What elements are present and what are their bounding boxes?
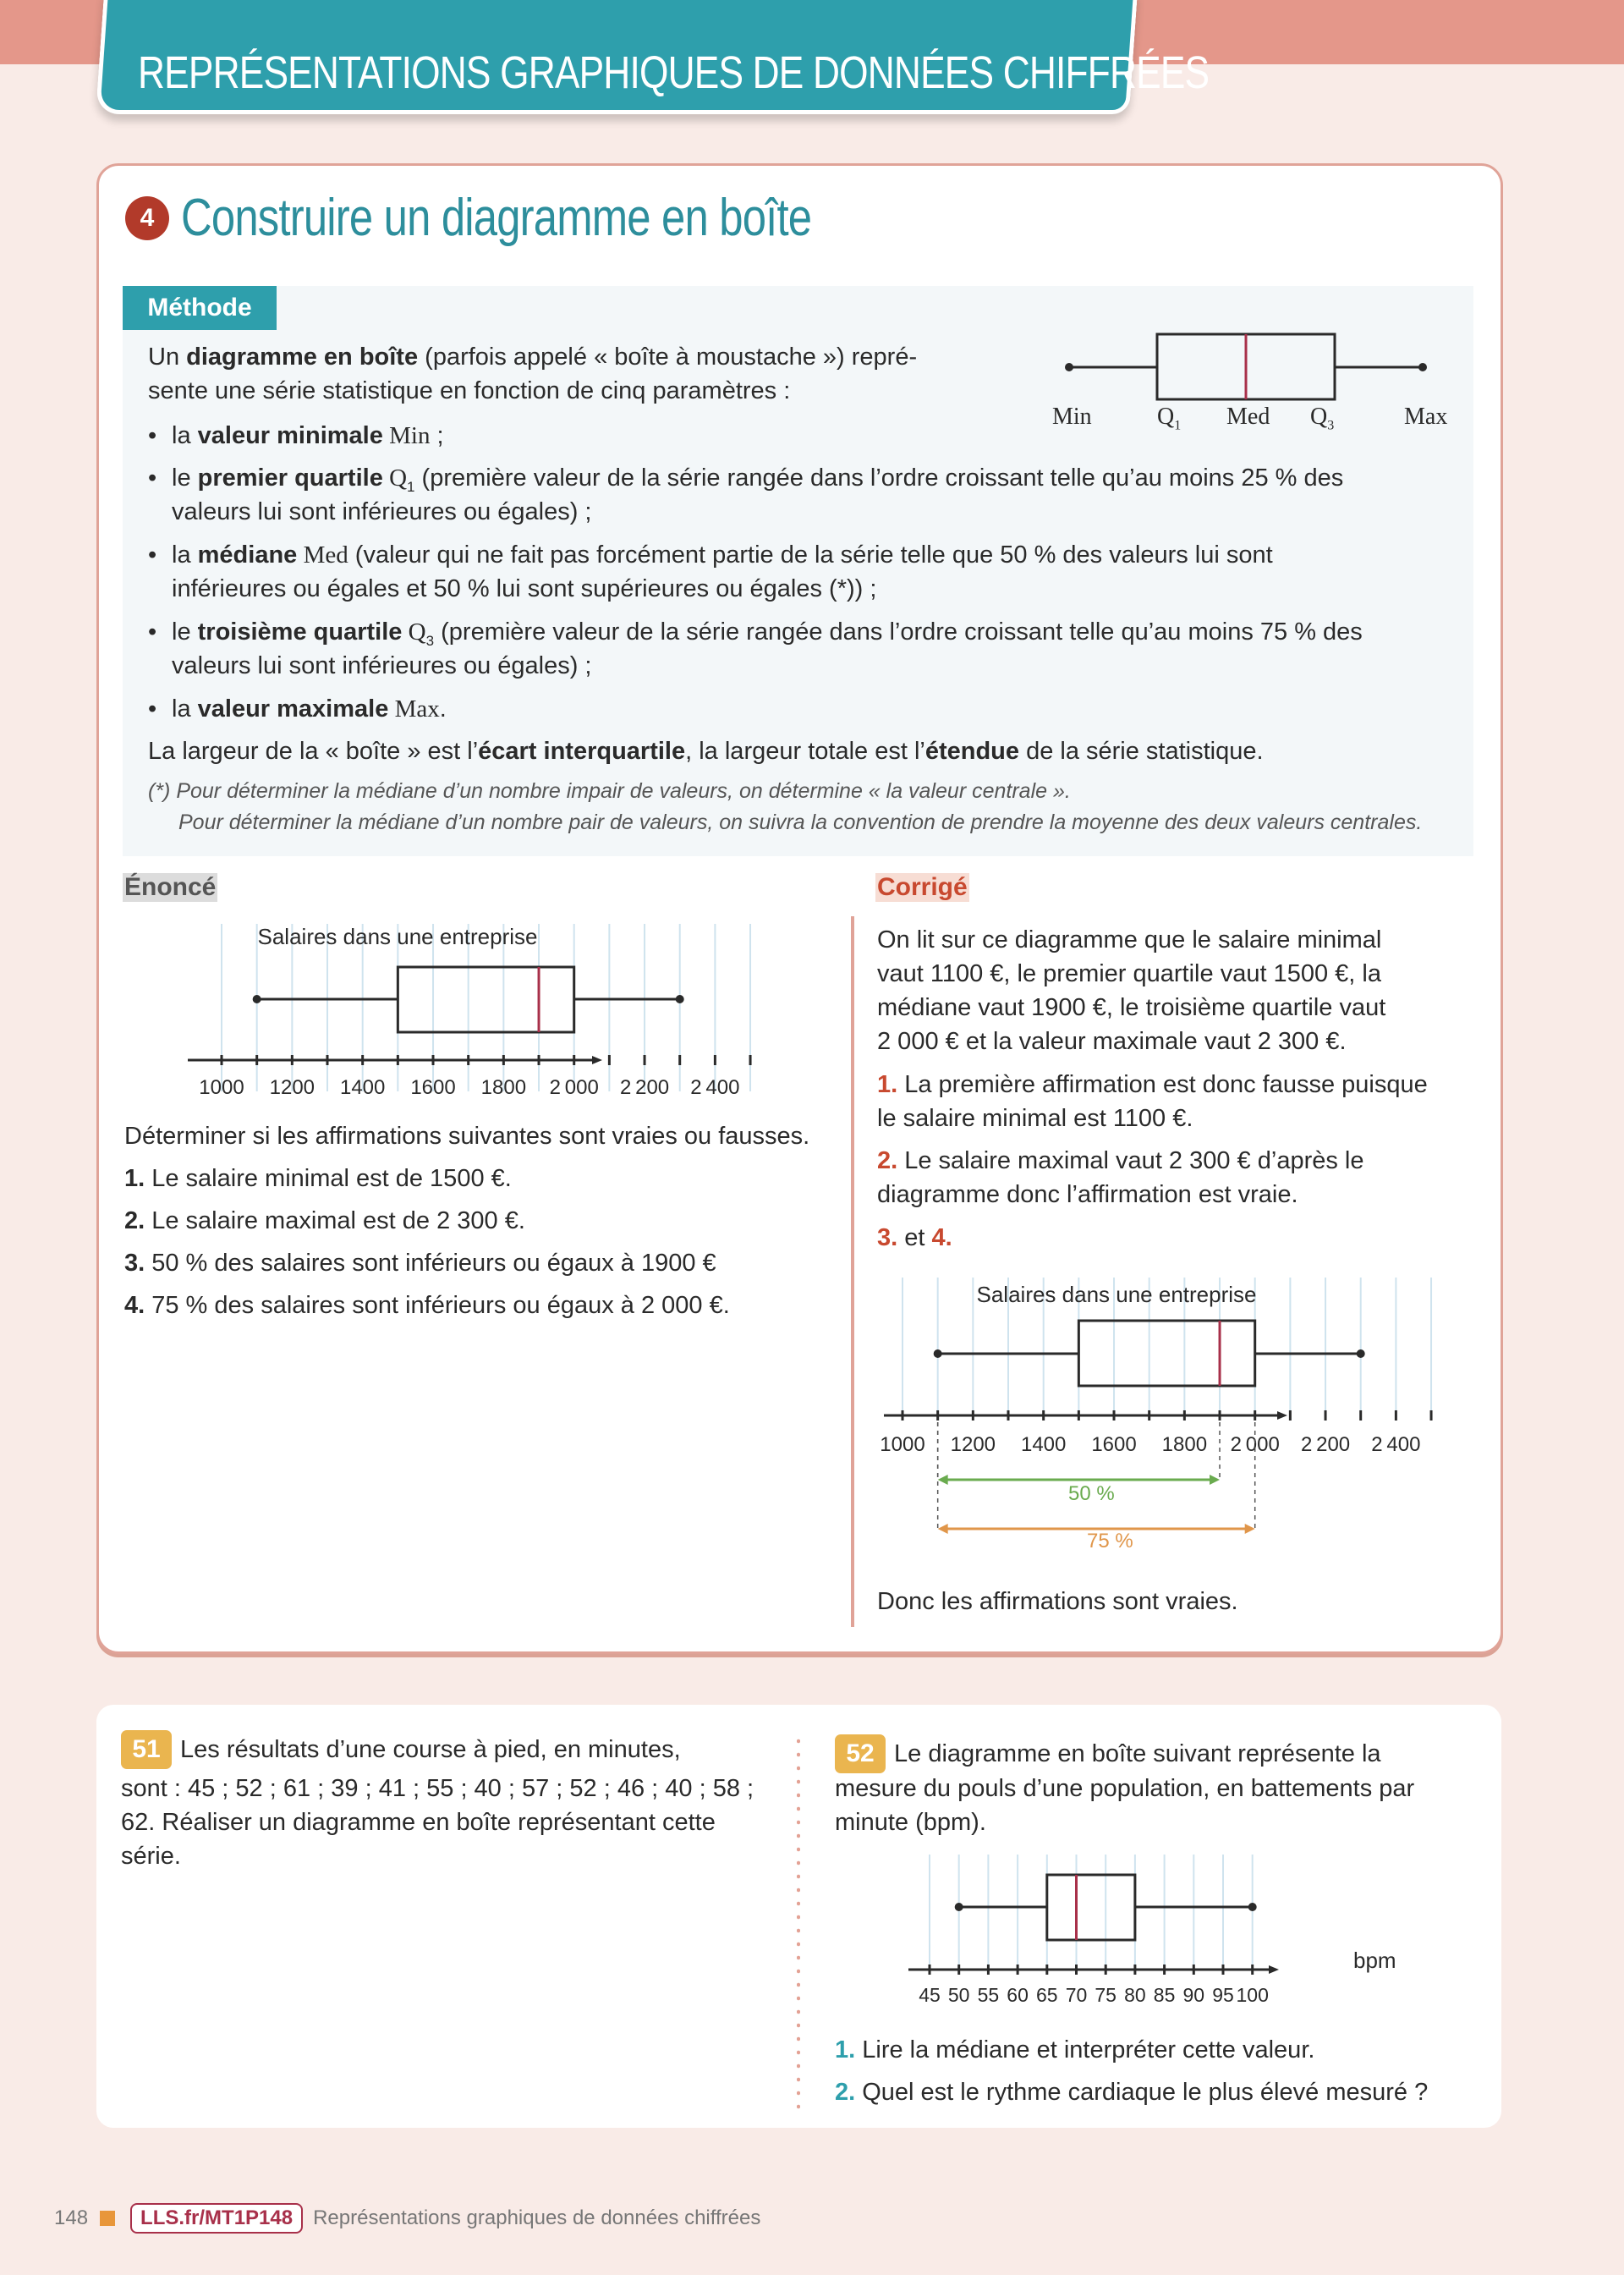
lls-link[interactable]: LLS.fr/MT1P148 xyxy=(130,2203,303,2234)
pulse-boxplot-chart xyxy=(897,1844,1421,2014)
svg-text:100: 100 xyxy=(1236,1984,1269,2006)
item-number: 3. xyxy=(877,1224,898,1251)
corrige-item-3-4 xyxy=(877,1221,952,1255)
methode-tag: Méthode xyxy=(123,286,277,330)
svg-text:1000: 1000 xyxy=(199,1076,244,1099)
svg-text:1800: 1800 xyxy=(480,1076,527,1099)
svg-text:1200: 1200 xyxy=(950,1433,996,1456)
svg-text:75: 75 xyxy=(1095,1984,1116,2006)
text: le xyxy=(172,618,198,646)
corrige-divider xyxy=(851,916,854,1627)
corrige-conclusion: Donc les affirmations sont vraies. xyxy=(877,1588,1238,1615)
bullet-max xyxy=(172,692,447,726)
item-number: 3. xyxy=(124,1250,145,1277)
schema-label-q3 xyxy=(1310,404,1334,434)
svg-text:95: 95 xyxy=(1212,1984,1234,2006)
svg-text:70: 70 xyxy=(1065,1984,1088,2006)
annotation-50-percent: 50 % xyxy=(1068,1482,1115,1505)
enonce-chart-title: Salaires dans une entreprise xyxy=(257,924,538,949)
methode-intro-line-2: sente une série statistique en fonction de cinq paramètres : xyxy=(148,377,791,404)
boxplot-schema xyxy=(1032,313,1472,448)
subscript: 3 xyxy=(1327,418,1335,433)
svg-text:1600: 1600 xyxy=(1091,1433,1137,1456)
text: la xyxy=(172,422,198,449)
text: La largeur de la « boîte » est l’ xyxy=(148,738,479,765)
term-etendue: étendue xyxy=(924,738,1020,765)
text: (première valeur de la série rangée dans l’ordre croissant telle qu’au moins 25 % des xyxy=(414,464,1344,492)
page-number: 148 xyxy=(54,2206,89,2229)
enonce-item-4 xyxy=(124,1289,730,1322)
section-heading xyxy=(125,188,950,248)
text: Lire la médiane et interpréter cette valeur. xyxy=(855,2036,1315,2063)
term: troisième quartile xyxy=(197,618,403,646)
text: Le salaire maximal vaut 2 300 € d’après le xyxy=(897,1147,1364,1174)
text: (parfois appelé « boîte à moustache ») repré- xyxy=(418,343,918,371)
schema-label-max: Max xyxy=(1404,404,1448,430)
svg-text:1400: 1400 xyxy=(1020,1433,1067,1456)
text: et xyxy=(897,1224,932,1251)
svg-text:1800: 1800 xyxy=(1161,1433,1208,1456)
corrige-item-1 xyxy=(877,1068,1428,1102)
corrige-item-2 xyxy=(877,1144,1364,1178)
exercise-52-badge: 52 xyxy=(835,1734,886,1773)
text: . xyxy=(439,695,447,723)
methode-conclusion xyxy=(148,734,1264,768)
section-title: Construire un diagramme en boîte xyxy=(181,189,812,247)
exercise-51-line-3: 62. Réaliser un diagramme en boîte représentant cette xyxy=(121,1809,716,1836)
svg-text:45: 45 xyxy=(919,1984,941,2006)
annotation-75-percent: 75 % xyxy=(1087,1530,1133,1552)
term: valeur maximale xyxy=(197,695,389,723)
chapter-title: REPRÉSENTATIONS GRAPHIQUES DE DONNÉES CHIFFRÉES xyxy=(138,47,1210,98)
text: Un xyxy=(148,343,187,371)
text: Q xyxy=(1157,404,1175,430)
corrige-line-2: vaut 1100 €, le premier quartile vaut 1500 €, la xyxy=(877,960,1381,987)
item-number: 4. xyxy=(931,1224,952,1251)
bullet-q1-line-2: valeurs lui sont inférieures ou égales) ; xyxy=(172,498,592,525)
term: valeur minimale xyxy=(197,422,383,449)
text: 75 % des salaires sont inférieurs ou égaux à 2 000 €. xyxy=(145,1292,730,1319)
schema-label-med: Med xyxy=(1226,404,1270,430)
text: , la largeur totale est l’ xyxy=(685,738,925,765)
text: Le diagramme en boîte suivant représente la xyxy=(894,1740,1381,1767)
svg-text:90: 90 xyxy=(1182,1984,1205,2006)
axis-unit-label: bpm xyxy=(1353,1948,1396,1973)
exercise-52-question-1 xyxy=(835,2033,1314,2067)
bullet-q3-line-2: valeurs lui sont inférieures ou égales) ; xyxy=(172,652,592,679)
text: Quel est le rythme cardiaque le plus élevé mesuré ? xyxy=(855,2079,1429,2106)
subscript: 1 xyxy=(1174,418,1182,433)
corrige-line-3: médiane vaut 1900 €, le troisième quartile vaut xyxy=(877,994,1386,1021)
text: de la série statistique. xyxy=(1019,738,1264,765)
enonce-item-3 xyxy=(124,1246,716,1280)
term-ecart-interquartile: écart interquartile xyxy=(478,738,686,765)
corrige-boxplot-chart xyxy=(863,1261,1472,1565)
bullet-median xyxy=(172,538,1273,572)
svg-text:60: 60 xyxy=(1007,1984,1029,2006)
item-number: 2. xyxy=(835,2079,856,2106)
exercise-51-line-1 xyxy=(121,1730,681,1769)
item-number: 2. xyxy=(124,1207,145,1234)
corrige-item-1-line-2: le salaire minimal est 1100 €. xyxy=(877,1105,1193,1132)
exercise-52-line-2: mesure du pouls d’une population, en battements par xyxy=(835,1775,1415,1802)
svg-text:1000: 1000 xyxy=(880,1433,925,1456)
corrige-item-2-line-2: diagramme donc l’affirmation est vraie. xyxy=(877,1181,1298,1208)
symbol: Q xyxy=(382,464,408,492)
subscript: 3 xyxy=(425,632,435,649)
bullet-min xyxy=(172,419,444,453)
text: la xyxy=(172,695,198,723)
svg-text:1600: 1600 xyxy=(410,1076,456,1099)
symbol: Med xyxy=(297,541,348,569)
text: (valeur qui ne fait pas forcément partie de la série telle que 50 % des valeurs lui sont xyxy=(348,541,1273,569)
page-footer xyxy=(54,2203,760,2234)
corrige-line-1: On lit sur ce diagramme que le salaire minimal xyxy=(877,926,1382,953)
enonce-boxplot-chart xyxy=(169,914,778,1117)
footnote-2: Pour déterminer la médiane d’un nombre pair de valeurs, on suivra la convention de prendre la moyenne des deux valeurs centrales. xyxy=(178,811,1423,834)
term: médiane xyxy=(197,541,298,569)
bullet-median-line-2: inférieures ou égales et 50 % lui sont supérieures ou égales (*)) ; xyxy=(172,575,877,602)
footer-chapter-title: Représentations graphiques de données chiffrées xyxy=(313,2206,761,2229)
text: La première affirmation est donc fausse puisque xyxy=(897,1071,1428,1098)
text: ; xyxy=(430,422,444,449)
svg-text:2 200: 2 200 xyxy=(619,1076,670,1099)
svg-text:1400: 1400 xyxy=(339,1076,386,1099)
exercise-51-badge: 51 xyxy=(121,1730,172,1769)
svg-text:1200: 1200 xyxy=(269,1076,315,1099)
text: le xyxy=(172,464,198,492)
schema-label-min: Min xyxy=(1052,404,1092,430)
exercise-51-line-2: sont : 45 ; 52 ; 61 ; 39 ; 41 ; 55 ; 40 ; 57 ; 52 ; 46 ; 40 ; 58 ; xyxy=(121,1775,754,1802)
exercise-52-question-2 xyxy=(835,2075,1428,2109)
symbol: Max xyxy=(388,695,440,723)
methode-intro-line-1 xyxy=(148,340,917,374)
text: (première valeur de la série rangée dans l’ordre croissant telle qu’au moins 75 % des xyxy=(434,618,1363,646)
exercise-52-line-3: minute (bpm). xyxy=(835,1809,986,1836)
svg-text:80: 80 xyxy=(1124,1984,1146,2006)
subscript: 1 xyxy=(407,478,415,495)
symbol: Min xyxy=(382,422,431,449)
svg-text:65: 65 xyxy=(1036,1984,1058,2006)
svg-text:2 400: 2 400 xyxy=(1371,1433,1421,1456)
term-diagramme-en-boite: diagramme en boîte xyxy=(186,343,419,371)
section-number-badge: 4 xyxy=(125,196,169,240)
item-number: 1. xyxy=(835,2036,856,2063)
svg-text:50: 50 xyxy=(947,1984,970,2006)
text: Le salaire maximal est de 2 300 €. xyxy=(145,1207,525,1234)
text: 50 % des salaires sont inférieurs ou égaux à 1900 € xyxy=(145,1250,716,1277)
footnote-1: (*) Pour déterminer la médiane d’un nombre impair de valeurs, on détermine « la valeur centrale ». xyxy=(148,779,1071,803)
text: Le salaire minimal est de 1500 €. xyxy=(145,1165,512,1192)
item-number: 4. xyxy=(124,1292,145,1319)
exercise-52-line-1 xyxy=(835,1734,1381,1773)
schema-label-q1 xyxy=(1157,404,1181,434)
exercise-51-line-4: série. xyxy=(121,1843,181,1870)
text: Les résultats d’une course à pied, en minutes, xyxy=(180,1736,681,1763)
enonce-item-1 xyxy=(124,1162,512,1195)
text: Q xyxy=(1310,404,1328,430)
footer-square-icon xyxy=(100,2211,115,2226)
svg-text:85: 85 xyxy=(1153,1984,1176,2006)
corrige-label: Corrigé xyxy=(877,873,968,901)
term: premier quartile xyxy=(197,464,383,492)
svg-text:2 400: 2 400 xyxy=(690,1076,740,1099)
svg-text:2 000: 2 000 xyxy=(1230,1433,1280,1456)
corrige-line-4: 2 000 € et la valeur maximale vaut 2 300 €. xyxy=(877,1028,1347,1055)
svg-text:2 200: 2 200 xyxy=(1300,1433,1351,1456)
svg-text:2 000: 2 000 xyxy=(549,1076,599,1099)
exercise-separator xyxy=(797,1734,800,2111)
enonce-intro: Déterminer si les affirmations suivantes sont vraies ou fausses. xyxy=(124,1123,810,1150)
enonce-item-2 xyxy=(124,1204,525,1238)
item-number: 1. xyxy=(877,1071,898,1098)
enonce-label: Énoncé xyxy=(124,873,217,901)
item-number: 1. xyxy=(124,1165,145,1192)
corrige-chart-title: Salaires dans une entreprise xyxy=(976,1282,1257,1307)
symbol: Q xyxy=(402,618,426,646)
svg-text:55: 55 xyxy=(977,1984,1000,2006)
item-number: 2. xyxy=(877,1147,898,1174)
text: la xyxy=(172,541,198,569)
